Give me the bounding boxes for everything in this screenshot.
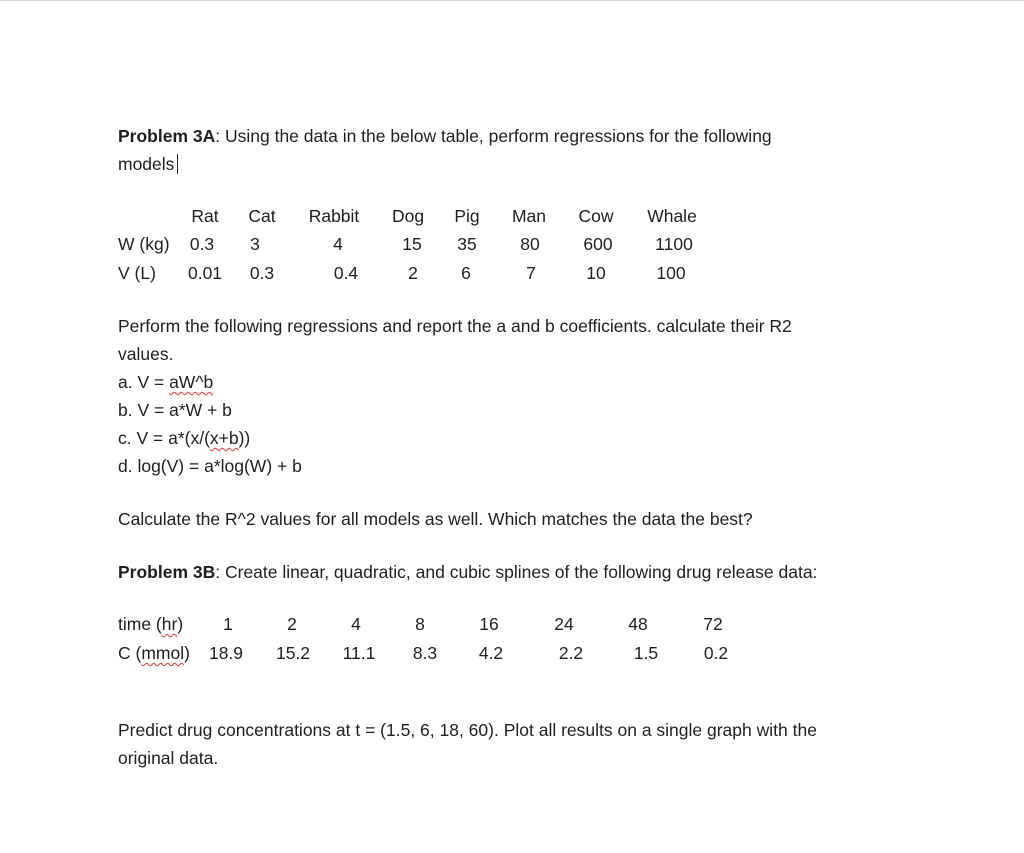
table2-time-label	[118, 614, 183, 635]
table1-cell: 600	[583, 234, 613, 254]
table1-header: Whale	[647, 206, 697, 226]
problem-3b-label: Problem 3B	[118, 562, 216, 582]
table1-cell: 0.3	[249, 263, 275, 283]
table1-cell: 7	[526, 263, 536, 283]
table1-header: Rabbit	[308, 206, 360, 226]
model-a-prefix: a. V =	[118, 372, 170, 392]
predict-line1: Predict drug concentrations at t = (1.5, 6, 18, 60). Plot all results on a single graph with the	[118, 720, 817, 740]
table2-c-cell: 4.2	[478, 643, 504, 663]
table2-time-cell: 16	[479, 614, 499, 634]
table1-cell: 1100	[655, 234, 693, 254]
table1-header: Pig	[454, 206, 480, 226]
instructions-line1: Perform the following regressions and report the a and b coefficients. calculate their R2	[118, 316, 792, 336]
table2-time-cell: 2	[287, 614, 297, 634]
table1-cell: 35	[457, 234, 477, 254]
table2-time-cell: 4	[351, 614, 361, 634]
table1-header: Cat	[248, 206, 276, 226]
table2-c-cell: 18.9	[208, 643, 244, 663]
table2-time-cell: 1	[223, 614, 233, 634]
table1-header: Cow	[578, 206, 614, 226]
table1-cell: 10	[586, 263, 606, 283]
top-border-line	[0, 0, 1024, 1]
table1-cell: 100	[656, 263, 686, 283]
table1-cell: 0.3	[189, 234, 215, 254]
problem-3b-text: : Create linear, quadratic, and cubic splines of the following drug release data:	[215, 562, 818, 582]
model-c	[118, 428, 250, 449]
table1-cell: 0.4	[333, 263, 359, 283]
calc-line: Calculate the R^2 values for all models as well. Which matches the data the best?	[118, 509, 753, 529]
table2-c-cell: 0.2	[703, 643, 729, 663]
problem-3a-line2	[118, 154, 178, 175]
text-cursor	[177, 154, 178, 174]
table1-cell: 3	[250, 234, 260, 254]
table2-time-label-text: time (hr)	[118, 614, 184, 634]
problem-3a-line1	[118, 126, 772, 147]
table2-time-cell: 72	[703, 614, 723, 634]
problem-3a-label: Problem 3A	[118, 126, 216, 146]
table1-row-label: W (kg)	[118, 234, 170, 254]
problem-3a-text-cont: models	[118, 154, 175, 174]
table1-cell: 6	[461, 263, 471, 283]
table1-cell: 4	[333, 234, 343, 254]
table2-time-cell: 24	[554, 614, 574, 634]
table1-row-label: V (L)	[118, 263, 156, 283]
model-c-prefix: c. V = a*(x/(	[118, 428, 210, 448]
model-c-formula: x+b	[209, 428, 239, 448]
table2-c-cell: 1.5	[633, 643, 659, 663]
table2-c-label-text: C (mmol)	[118, 643, 190, 663]
model-b: b. V = a*W + b	[118, 400, 232, 420]
problem-3a-text: : Using the data in the below table, perform regressions for the following	[215, 126, 772, 146]
table1-header: Dog	[391, 206, 425, 226]
predict-line2: original data.	[118, 748, 219, 768]
problem-3b-line	[118, 562, 817, 583]
table1-header: Man	[511, 206, 547, 226]
instructions-line2: values.	[118, 344, 174, 364]
table2-c-cell: 15.2	[275, 643, 311, 663]
model-d: d. log(V) = a*log(W) + b	[118, 456, 302, 476]
table1-cell: 80	[520, 234, 540, 254]
table2-c-label	[118, 643, 190, 664]
table2-time-cell: 48	[628, 614, 648, 634]
table2-time-cell: 8	[415, 614, 425, 634]
model-a	[118, 372, 213, 393]
table1-cell: 0.01	[187, 263, 223, 283]
table2-c-cell: 11.1	[342, 643, 376, 663]
model-a-formula: aW^b	[169, 372, 214, 392]
table2-c-cell: 8.3	[412, 643, 438, 663]
model-c-suffix: ))	[238, 428, 251, 448]
table1-header: Rat	[191, 206, 219, 226]
table2-c-cell: 2.2	[558, 643, 584, 663]
table1-cell: 2	[408, 263, 418, 283]
table1-cell: 15	[402, 234, 422, 254]
